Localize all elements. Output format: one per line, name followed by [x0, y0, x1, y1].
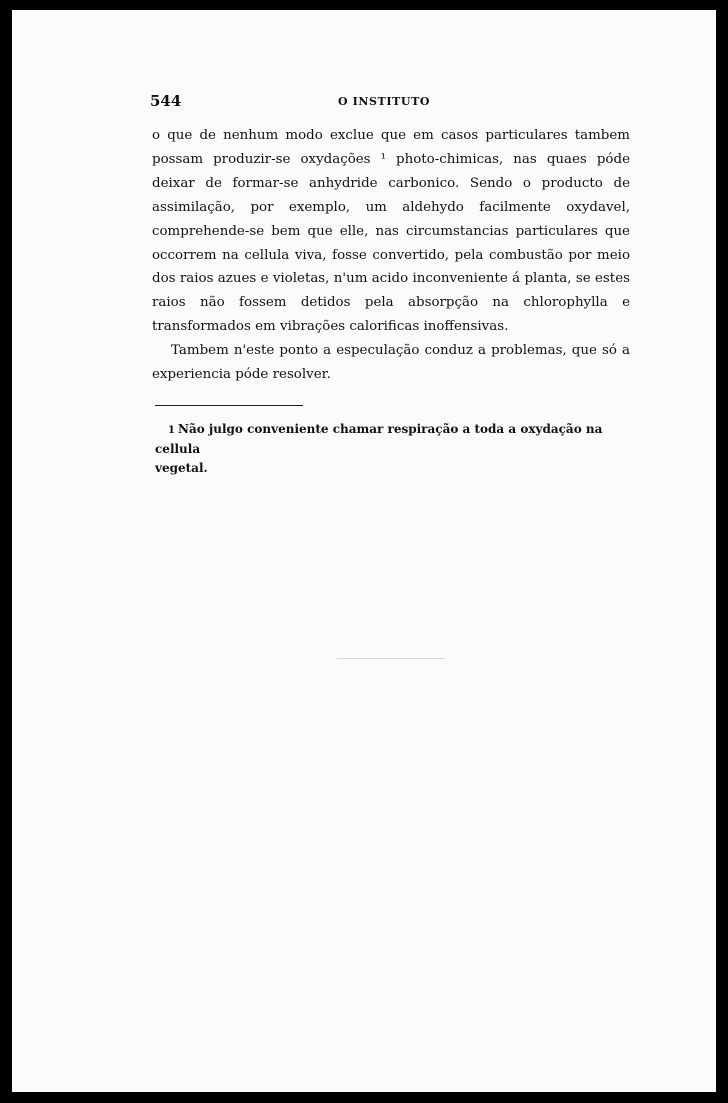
book-page — [12, 10, 716, 1092]
footnote-continuation: vegetal. — [155, 461, 208, 475]
show-through-rule — [337, 658, 445, 659]
paragraph-1: o que de nenhum modo exclue que em casos particulares tambem possam produzir-se oxydações ¹ photo-chimicas, nas quaes póde deixar de formar-se anhydride carbonico. Sendo o producto de assimilação, por exemplo, um aldehydo facilmente oxydavel, comprehende-se bem que elle, nas circumstancias particulares que occorrem na cellula viva, fosse convertido, pela combustão por meio dos raios azues e violetas, n'um acido inconveniente á planta, se estes raios não fossem detidos pela absorpção na chlorophylla e transformados em vibrações calorificas inoffensivas. — [152, 128, 630, 335]
body-text — [152, 124, 630, 387]
running-title: O INSTITUTO — [338, 95, 431, 108]
footnote-marker: 1 — [168, 425, 175, 436]
page-header — [150, 92, 590, 114]
paragraph-2: Tambem n'este ponto a especulação conduz a problemas, que só a experiencia póde resolver. — [152, 343, 630, 383]
page-number: 544 — [150, 92, 182, 110]
footnote-rule — [155, 405, 303, 406]
footnote-text: Não julgo conveniente chamar respiração a toda a oxydação na cellula — [155, 422, 603, 456]
footnote — [155, 420, 633, 478]
